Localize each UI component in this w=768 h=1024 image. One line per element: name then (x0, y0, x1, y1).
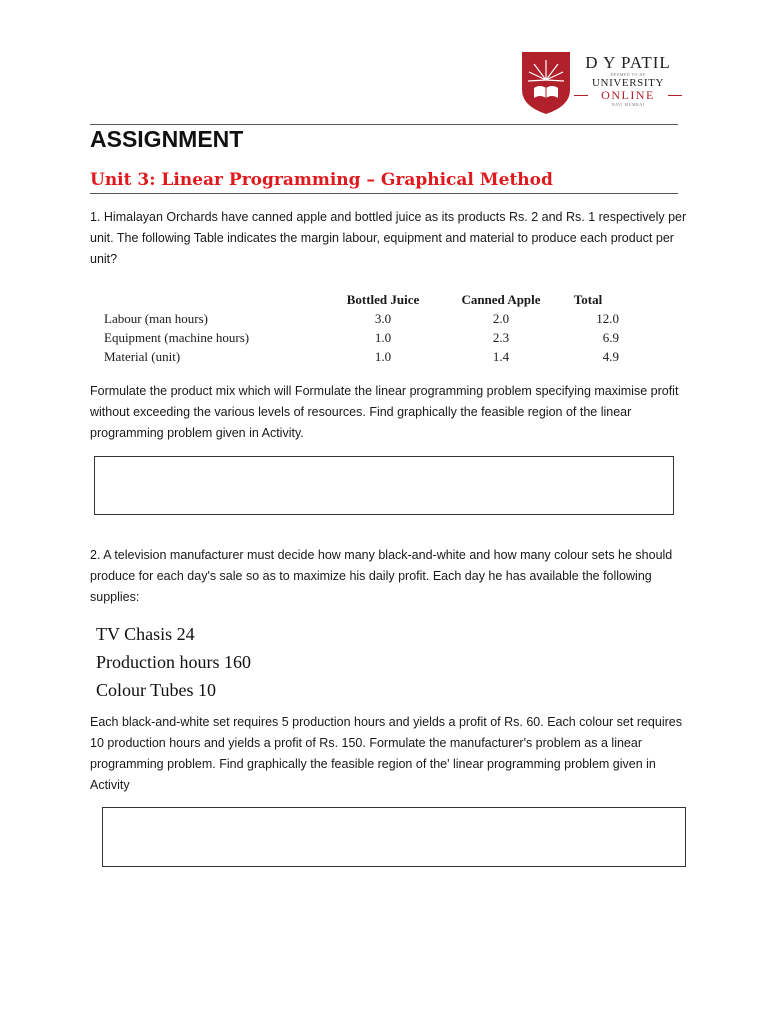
table-cell: 1.0 (374, 348, 392, 364)
table-cell: 2.3 (492, 329, 510, 345)
table-cell: Labour (man hours) (104, 310, 208, 326)
table-header-blank (104, 290, 321, 309)
supplies-list (96, 620, 251, 704)
table-header-bottled-juice: Bottled Juice (346, 291, 420, 307)
logo-university: UNIVERSITY (592, 77, 664, 89)
logo-name: D Y PATIL (585, 53, 671, 72)
table-cell: Material (unit) (104, 348, 181, 364)
list-item: Production hours 160 (96, 652, 251, 672)
university-logo (520, 50, 680, 118)
question-1-text: 1. Himalayan Orchards have canned apple and bottled juice as its products Rs. 2 and Rs. 1 respectively per unit. The following Table indicates the margin labour, equipment and material to produce each product per unit? (90, 210, 687, 266)
list-item: Colour Tubes 10 (96, 680, 217, 700)
table-header-total: Total (573, 291, 603, 307)
table-cell: 1.0 (374, 329, 392, 345)
question-1-followup: Formulate the product mix which will Formulate the linear programming problem specifying maximise profit without exceeding the various levels of resources. Find graphically the feasible region of the linear programming problem given in Activity. (90, 384, 679, 440)
logo-subtitle: DEEMED TO BE (610, 72, 646, 77)
question-2-followup: Each black-and-white set requires 5 production hours and yields a profit of Rs. 60. Each colour set requires 10 production hours and yields a profit of Rs. 150. Formulate the manufacturer's problem as a linear programming problem. Find graphically the feasible region of the' linear programming problem given in Activity (90, 715, 682, 792)
answer-box-1[interactable] (94, 456, 674, 515)
table-row (104, 328, 625, 347)
logo-online: ONLINE (576, 89, 680, 102)
title-divider (90, 193, 678, 194)
table-cell: 12.0 (596, 310, 619, 326)
table-cell: 6.9 (602, 329, 619, 345)
question-2-text: 2. A television manufacturer must decide how many black-and-white and how many colour sets he should produce for each day's sale so as to maximize his daily profit. Each day he has available the following supplies: (90, 548, 673, 604)
table-cell: 1.4 (492, 348, 510, 364)
header-divider (90, 124, 678, 125)
table-header-canned-apple: Canned Apple (461, 291, 541, 307)
page-title: ASSIGNMENT (90, 126, 244, 152)
table-cell: 2.0 (492, 310, 510, 326)
table-cell: Equipment (machine hours) (104, 329, 250, 345)
logo-location: NAVI MUMBAI (611, 102, 645, 107)
table-cell: 3.0 (374, 310, 392, 326)
list-item: TV Chasis 24 (96, 624, 195, 644)
table-row (104, 309, 625, 328)
answer-box-2[interactable] (102, 807, 686, 867)
shield-emblem-icon (520, 50, 572, 116)
table-cell: 4.9 (602, 348, 619, 364)
resource-table (104, 290, 625, 366)
unit-title: Unit 3: Linear Programming – Graphical Method (90, 170, 553, 190)
table-row (104, 347, 625, 366)
